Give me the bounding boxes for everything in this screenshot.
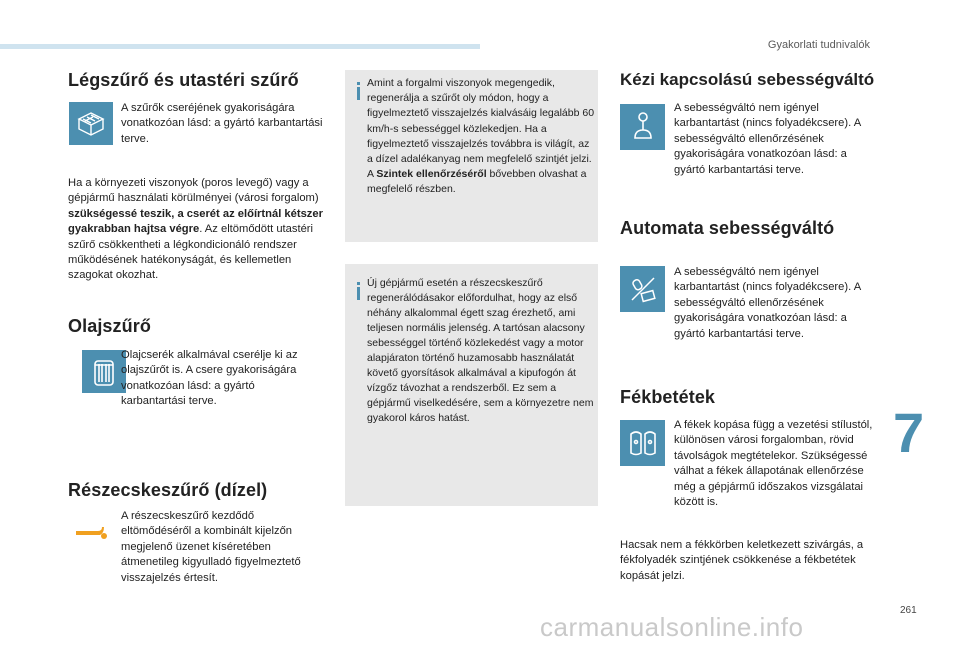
air-filter-paragraph: Ha a környezeti viszonyok (poros levegő) vagy a gépjármű használati körülményei (városi forgalom) szükségessé teszik, a cserét az előírtnál kétszer gyakrabban hajtsa végre. Az eltömődött utastéri szűrő csökkentheti a légkondicionáló rendszer működésének hatékonyságát, és kellemetlen szagokat okozhat. xyxy=(68,177,323,282)
manual-gearbox-title: Kézi kapcsolású sebességváltó xyxy=(620,70,875,89)
info-icon xyxy=(355,282,363,305)
note-regeneration-text: Amint a forgalmi viszonyok megengedik, regenerálja a szűrőt oly módon, hogy a figyelmeztető visszajelzés kialvásáig legalább 60 km/h-s sebességgel közlekedjen. Ha a figyelmeztető visszajelzés továbbra is világít, az a dízel adalékanyag nem megfelelő szintjét jelzi. A Szintek ellenőrzéséről bővebben olvashat a megfelelő részben. xyxy=(367,77,595,196)
manual-gearbox-icon-text: A sebességváltó nem igényel karbantartást (nincs folyadékcsere). A sebességváltó ellenőrzésének gyakoriságára vonatkozóan lásd: a gyártó karbantartási terve. xyxy=(674,102,861,176)
watermark: carmanualsonline.info xyxy=(540,612,804,642)
header-bar xyxy=(0,44,480,49)
brake-pads-icon-text: A fékek kopása függ a vezetési stílustól, különösen városi forgalomban, rövid távolságok megtételekor. Szükségessé válhat a fékek állapotának ellenőrzése még a gépjármű időszakos vizsgálatai között is. xyxy=(674,419,873,509)
oil-filter-title: Olajszűrő xyxy=(68,316,151,336)
info-icon xyxy=(355,82,363,105)
note-new-vehicle-text: Új gépjármű esetén a részecskeszűrő regenerálódásakor előfordulhat, hogy az első néhány alkalommal égett szag érezhető, ami teljesen normális jelenség. A tartósan alacsony sebességgel történő közlekedést vagy a motor alapjáraton történő huzamosabb használatát követő gyorsítások alkalmával a kipufogón át vízgőz távozhat a rendszerből. Ez sem a gépjármű viselkedésére, sem a környezetre nem gyakorol káros hatást. xyxy=(367,277,594,424)
chapter-number: 7 xyxy=(893,401,925,464)
particle-filter-title: Részecskeszűrő (dízel) xyxy=(68,480,268,500)
page-number: 261 xyxy=(900,605,917,616)
note-box-regeneration xyxy=(345,70,598,242)
air-filter-icon xyxy=(69,102,113,145)
automatic-gearbox-icon xyxy=(620,266,665,312)
brake-pads-paragraph: Hacsak nem a fékkörben keletkezett szivárgás, a fékfolyadék szintjének csökkenése a fékbetétek kopását jelzi. xyxy=(620,539,864,582)
manual-gearbox-icon xyxy=(620,104,665,150)
auto-gearbox-icon-text: A sebességváltó nem igényel karbantartást (nincs folyadékcsere). A sebességváltó ellenőrzésének gyakoriságára vonatkozóan lásd: a gyártó karbantartási terve. xyxy=(674,266,861,340)
oil-filter-icon xyxy=(82,350,126,393)
particle-filter-warning-icon xyxy=(74,523,108,543)
note-box-new-vehicle xyxy=(345,264,598,506)
section-header: Gyakorlati tudnivalók xyxy=(767,39,870,51)
air-filter-title: Légszűrő és utastéri szűrő xyxy=(68,70,299,90)
brake-pads-title: Fékbetétek xyxy=(620,387,716,407)
brake-pads-icon xyxy=(620,420,665,466)
particle-filter-icon-text: A részecskeszűrő kezdődő eltömődéséről a kombinált kijelzőn megjelenő üzenet kíséretében átmenetileg kigyulladó figyelmeztető visszajelzés értesít. xyxy=(121,510,301,584)
auto-gearbox-title: Automata sebességváltó xyxy=(620,218,835,238)
air-filter-icon-text: A szűrők cseréjének gyakoriságára vonatkozóan lásd: a gyártó karbantartási terve. xyxy=(121,102,323,145)
oil-filter-icon-text: Olajcserék alkalmával cserélje ki az olajszűrőt is. A csere gyakoriságára vonatkozóan lásd: a gyártó karbantartási terve. xyxy=(121,349,298,408)
